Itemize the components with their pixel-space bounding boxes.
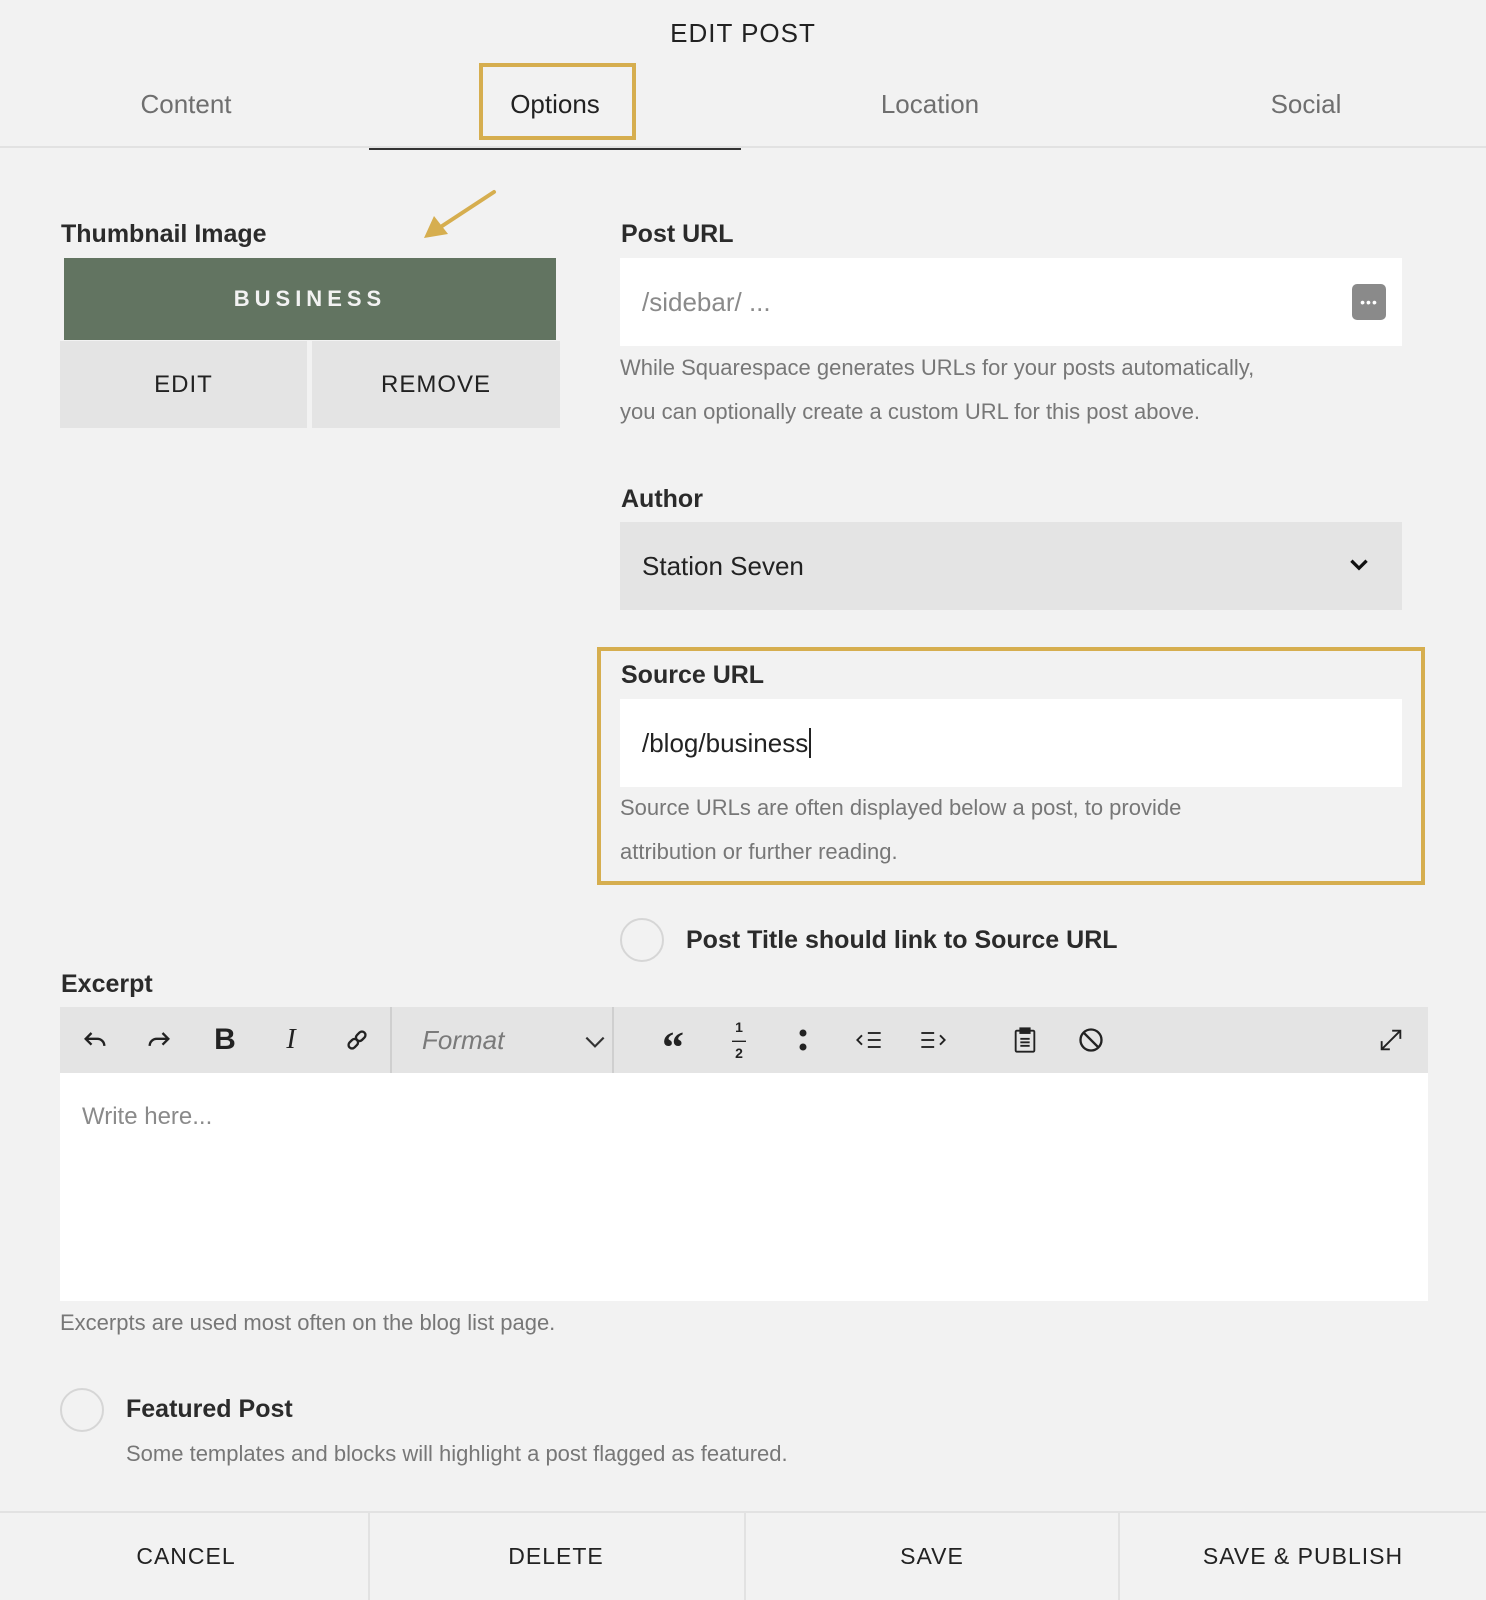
delete-button[interactable]: DELETE: [508, 1543, 604, 1569]
author-select[interactable]: [620, 522, 1402, 610]
chevron-down-icon: [1346, 552, 1372, 578]
source-url-help-1: Source URLs are often displayed below a post, to provide: [620, 795, 1182, 820]
author-selected-value: Station Seven: [642, 550, 804, 581]
format-label: Format: [422, 1024, 505, 1055]
save-publish-button[interactable]: SAVE & PUBLISH: [1202, 1543, 1404, 1569]
post-url-placeholder: /sidebar/ ...: [642, 286, 771, 317]
text-caret: [809, 728, 811, 758]
featured-post-help: Some templates and blocks will highlight a post flagged as featured.: [126, 1441, 788, 1466]
cancel-button[interactable]: CANCEL: [136, 1543, 236, 1569]
thumbnail-label: Thumbnail Image: [61, 220, 267, 248]
undo-icon[interactable]: [70, 1007, 120, 1073]
expand-icon[interactable]: [1366, 1007, 1416, 1073]
tab-social[interactable]: Social: [1270, 88, 1342, 119]
tab-options[interactable]: Options: [369, 60, 741, 148]
arrow-annotation-icon: [420, 188, 500, 240]
post-url-help-2: you can optionally create a custom URL for this post above.: [620, 399, 1201, 424]
excerpt-label: Excerpt: [61, 970, 153, 998]
blockquote-icon[interactable]: “: [662, 1022, 684, 1072]
more-options-icon[interactable]: •••: [1352, 284, 1386, 320]
save-button[interactable]: SAVE: [900, 1543, 964, 1569]
featured-post-label: Featured Post: [126, 1395, 293, 1423]
chevron-down-icon: [582, 1029, 608, 1055]
clear-formatting-icon[interactable]: [1066, 1007, 1116, 1073]
outdent-icon[interactable]: [844, 1007, 894, 1073]
link-title-label: Post Title should link to Source URL: [686, 926, 1118, 954]
tab-location[interactable]: Location: [880, 88, 980, 119]
numbered-list-icon[interactable]: 1 — 2: [732, 1018, 746, 1061]
source-url-value: /blog/business: [642, 727, 809, 758]
tab-highlight-box: [479, 63, 636, 140]
excerpt-editor[interactable]: [60, 1073, 1428, 1301]
bold-icon[interactable]: B: [214, 1023, 236, 1056]
thumbnail-edit-button[interactable]: EDIT: [60, 341, 307, 428]
tab-content[interactable]: Content: [140, 88, 232, 119]
editor-toolbar: [60, 1007, 1428, 1073]
link-title-radio[interactable]: [620, 918, 664, 962]
format-dropdown[interactable]: [398, 1007, 618, 1073]
excerpt-placeholder: Write here...: [82, 1103, 213, 1130]
link-icon[interactable]: [332, 1007, 382, 1073]
bulleted-list-icon[interactable]: [778, 1007, 828, 1073]
source-url-help-2: attribution or further reading.: [620, 839, 898, 864]
paste-icon[interactable]: [1000, 1007, 1050, 1073]
redo-icon[interactable]: [134, 1007, 184, 1073]
featured-post-radio[interactable]: [60, 1388, 104, 1432]
post-url-input[interactable]: [620, 258, 1402, 346]
indent-icon[interactable]: [908, 1007, 958, 1073]
post-url-help-1: While Squarespace generates URLs for your posts automatically,: [620, 355, 1255, 380]
author-label: Author: [621, 485, 703, 513]
source-url-input[interactable]: [620, 699, 1402, 787]
thumbnail-remove-button[interactable]: REMOVE: [312, 341, 560, 428]
page-title: EDIT POST: [670, 18, 816, 48]
tab-bar: [0, 60, 1486, 148]
italic-icon[interactable]: I: [286, 1024, 296, 1055]
post-url-label: Post URL: [621, 220, 734, 248]
excerpt-help: Excerpts are used most often on the blog list page.: [60, 1310, 556, 1335]
footer-bar: [0, 1511, 1486, 1600]
source-url-label: Source URL: [621, 661, 765, 689]
thumbnail-image: BUSINESS: [64, 258, 556, 340]
